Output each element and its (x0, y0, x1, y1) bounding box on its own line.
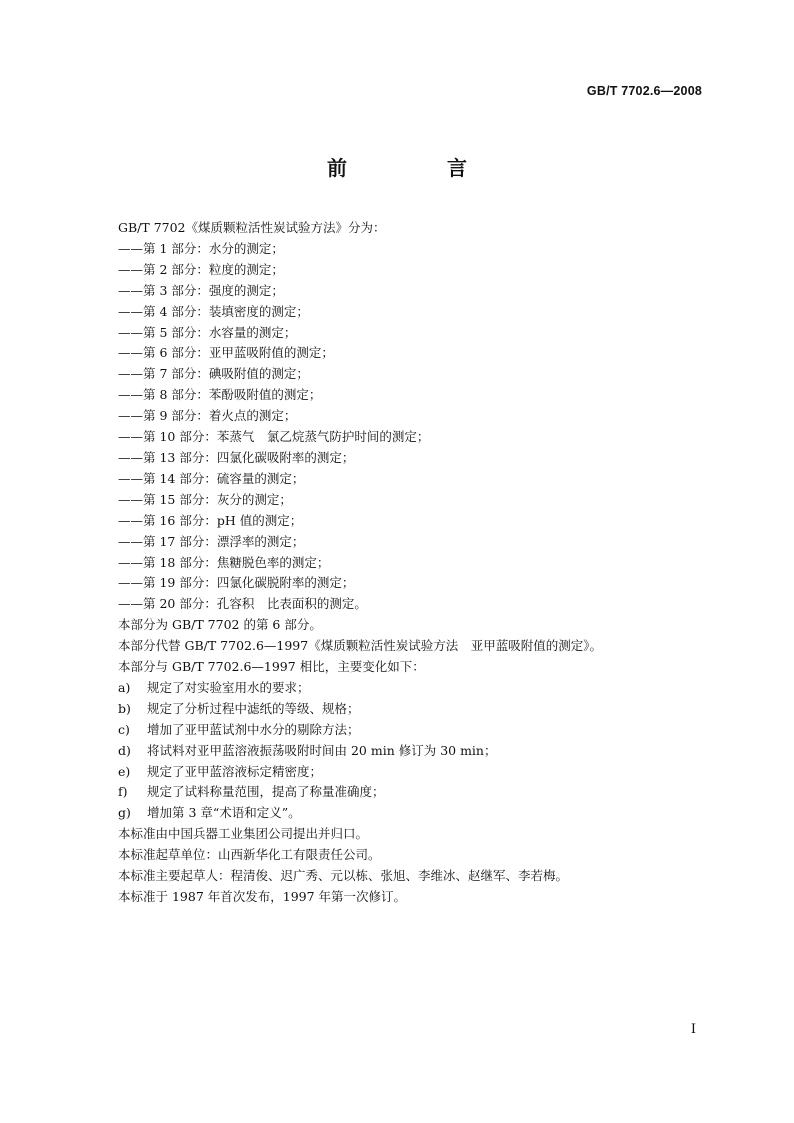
intro-line: GB/T 7702《煤质颗粒活性炭试验方法》分为： (118, 220, 386, 235)
change-item (118, 741, 718, 762)
change-item (118, 782, 718, 803)
change-item (118, 720, 718, 741)
part-item: ——第 20 部分：孔容积 比表面积的测定。 (118, 596, 367, 612)
closing-line: 本标准主要起草人：程清俊、迟广秀、元以栋、张旭、李维冰、赵继军、李若梅。 (118, 868, 569, 884)
change-item (118, 699, 718, 720)
page-number: I (690, 1022, 696, 1037)
change-item (118, 803, 718, 824)
change-item-text: 规定了分析过程中滤纸的等级、规格； (147, 700, 360, 716)
change-item (118, 678, 718, 699)
change-item-text: 将试料对亚甲蓝溶液振荡吸附时间由 20 min 修订为 30 min； (147, 742, 497, 758)
closing-line: 本标准起草单位：山西新华化工有限责任公司。 (118, 847, 381, 863)
change-item-marker: a) (118, 679, 131, 695)
statement-line: 本部分与 GB/T 7702.6—1997 相比，主要变化如下： (118, 659, 425, 675)
change-item-text: 增加第 3 章“术语和定义”。 (147, 805, 301, 821)
change-item-text: 规定了对实验室用水的要求； (147, 679, 310, 695)
closing-line: 本标准由中国兵器工业集团公司提出并归口。 (118, 826, 369, 842)
change-item-marker: c) (118, 721, 130, 737)
part-item: ——第 17 部分：漂浮率的测定； (118, 533, 305, 549)
change-item-marker: d) (118, 742, 131, 758)
change-item-marker: f) (118, 784, 128, 800)
part-item: ——第 5 部分：水容量的测定； (118, 324, 297, 340)
part-item: ——第 14 部分：硫容量的测定； (118, 470, 305, 486)
standard-code: GB/T 7702.6—2008 (586, 84, 702, 98)
change-item-text: 规定了亚甲蓝溶液标定精密度； (147, 763, 323, 779)
part-item: ——第 1 部分：水分的测定； (118, 240, 284, 256)
statement-line: 本部分为 GB/T 7702 的第 6 部分。 (118, 617, 322, 633)
part-item: ——第 10 部分：苯蒸气 氯乙烷蒸气防护时间的测定； (118, 429, 430, 445)
part-item: ——第 6 部分：亚甲蓝吸附值的测定； (118, 345, 334, 361)
part-item: ——第 7 部分：碘吸附值的测定； (118, 366, 309, 382)
change-item-marker: e) (118, 763, 131, 779)
change-item-marker: b) (118, 700, 131, 716)
part-item: ——第 18 部分：焦糖脱色率的测定； (118, 554, 330, 570)
part-item: ——第 3 部分：强度的测定； (118, 282, 284, 298)
statement-line: 本部分代替 GB/T 7702.6—1997《煤质颗粒活性炭试验方法 亚甲蓝吸附值的测定》。 (118, 638, 602, 654)
change-item (118, 762, 718, 783)
closing-line: 本标准于 1987 年首次发布，1997 年第一次修订。 (118, 889, 407, 904)
part-item: ——第 2 部分：粒度的测定； (118, 261, 284, 277)
change-item-text: 规定了试料称量范围，提高了称量准确度； (147, 784, 385, 800)
change-item-text: 增加了亚甲蓝试剂中水分的剔除方法； (147, 721, 360, 737)
part-item: ——第 4 部分：装填密度的测定； (118, 303, 309, 319)
part-item: ——第 19 部分：四氯化碳脱附率的测定； (118, 575, 355, 591)
change-item-marker: g) (118, 805, 131, 821)
part-item: ——第 9 部分：着火点的测定； (118, 408, 297, 424)
page-title: 前 言 (327, 156, 507, 180)
part-item: ——第 13 部分：四氯化碳吸附率的测定； (118, 449, 355, 465)
part-item: ——第 8 部分：苯酚吸附值的测定； (118, 387, 322, 403)
part-item: ——第 15 部分：灰分的测定； (118, 491, 292, 507)
foreword-body (118, 218, 718, 908)
part-item: ——第 16 部分：pH 值的测定； (118, 512, 303, 528)
